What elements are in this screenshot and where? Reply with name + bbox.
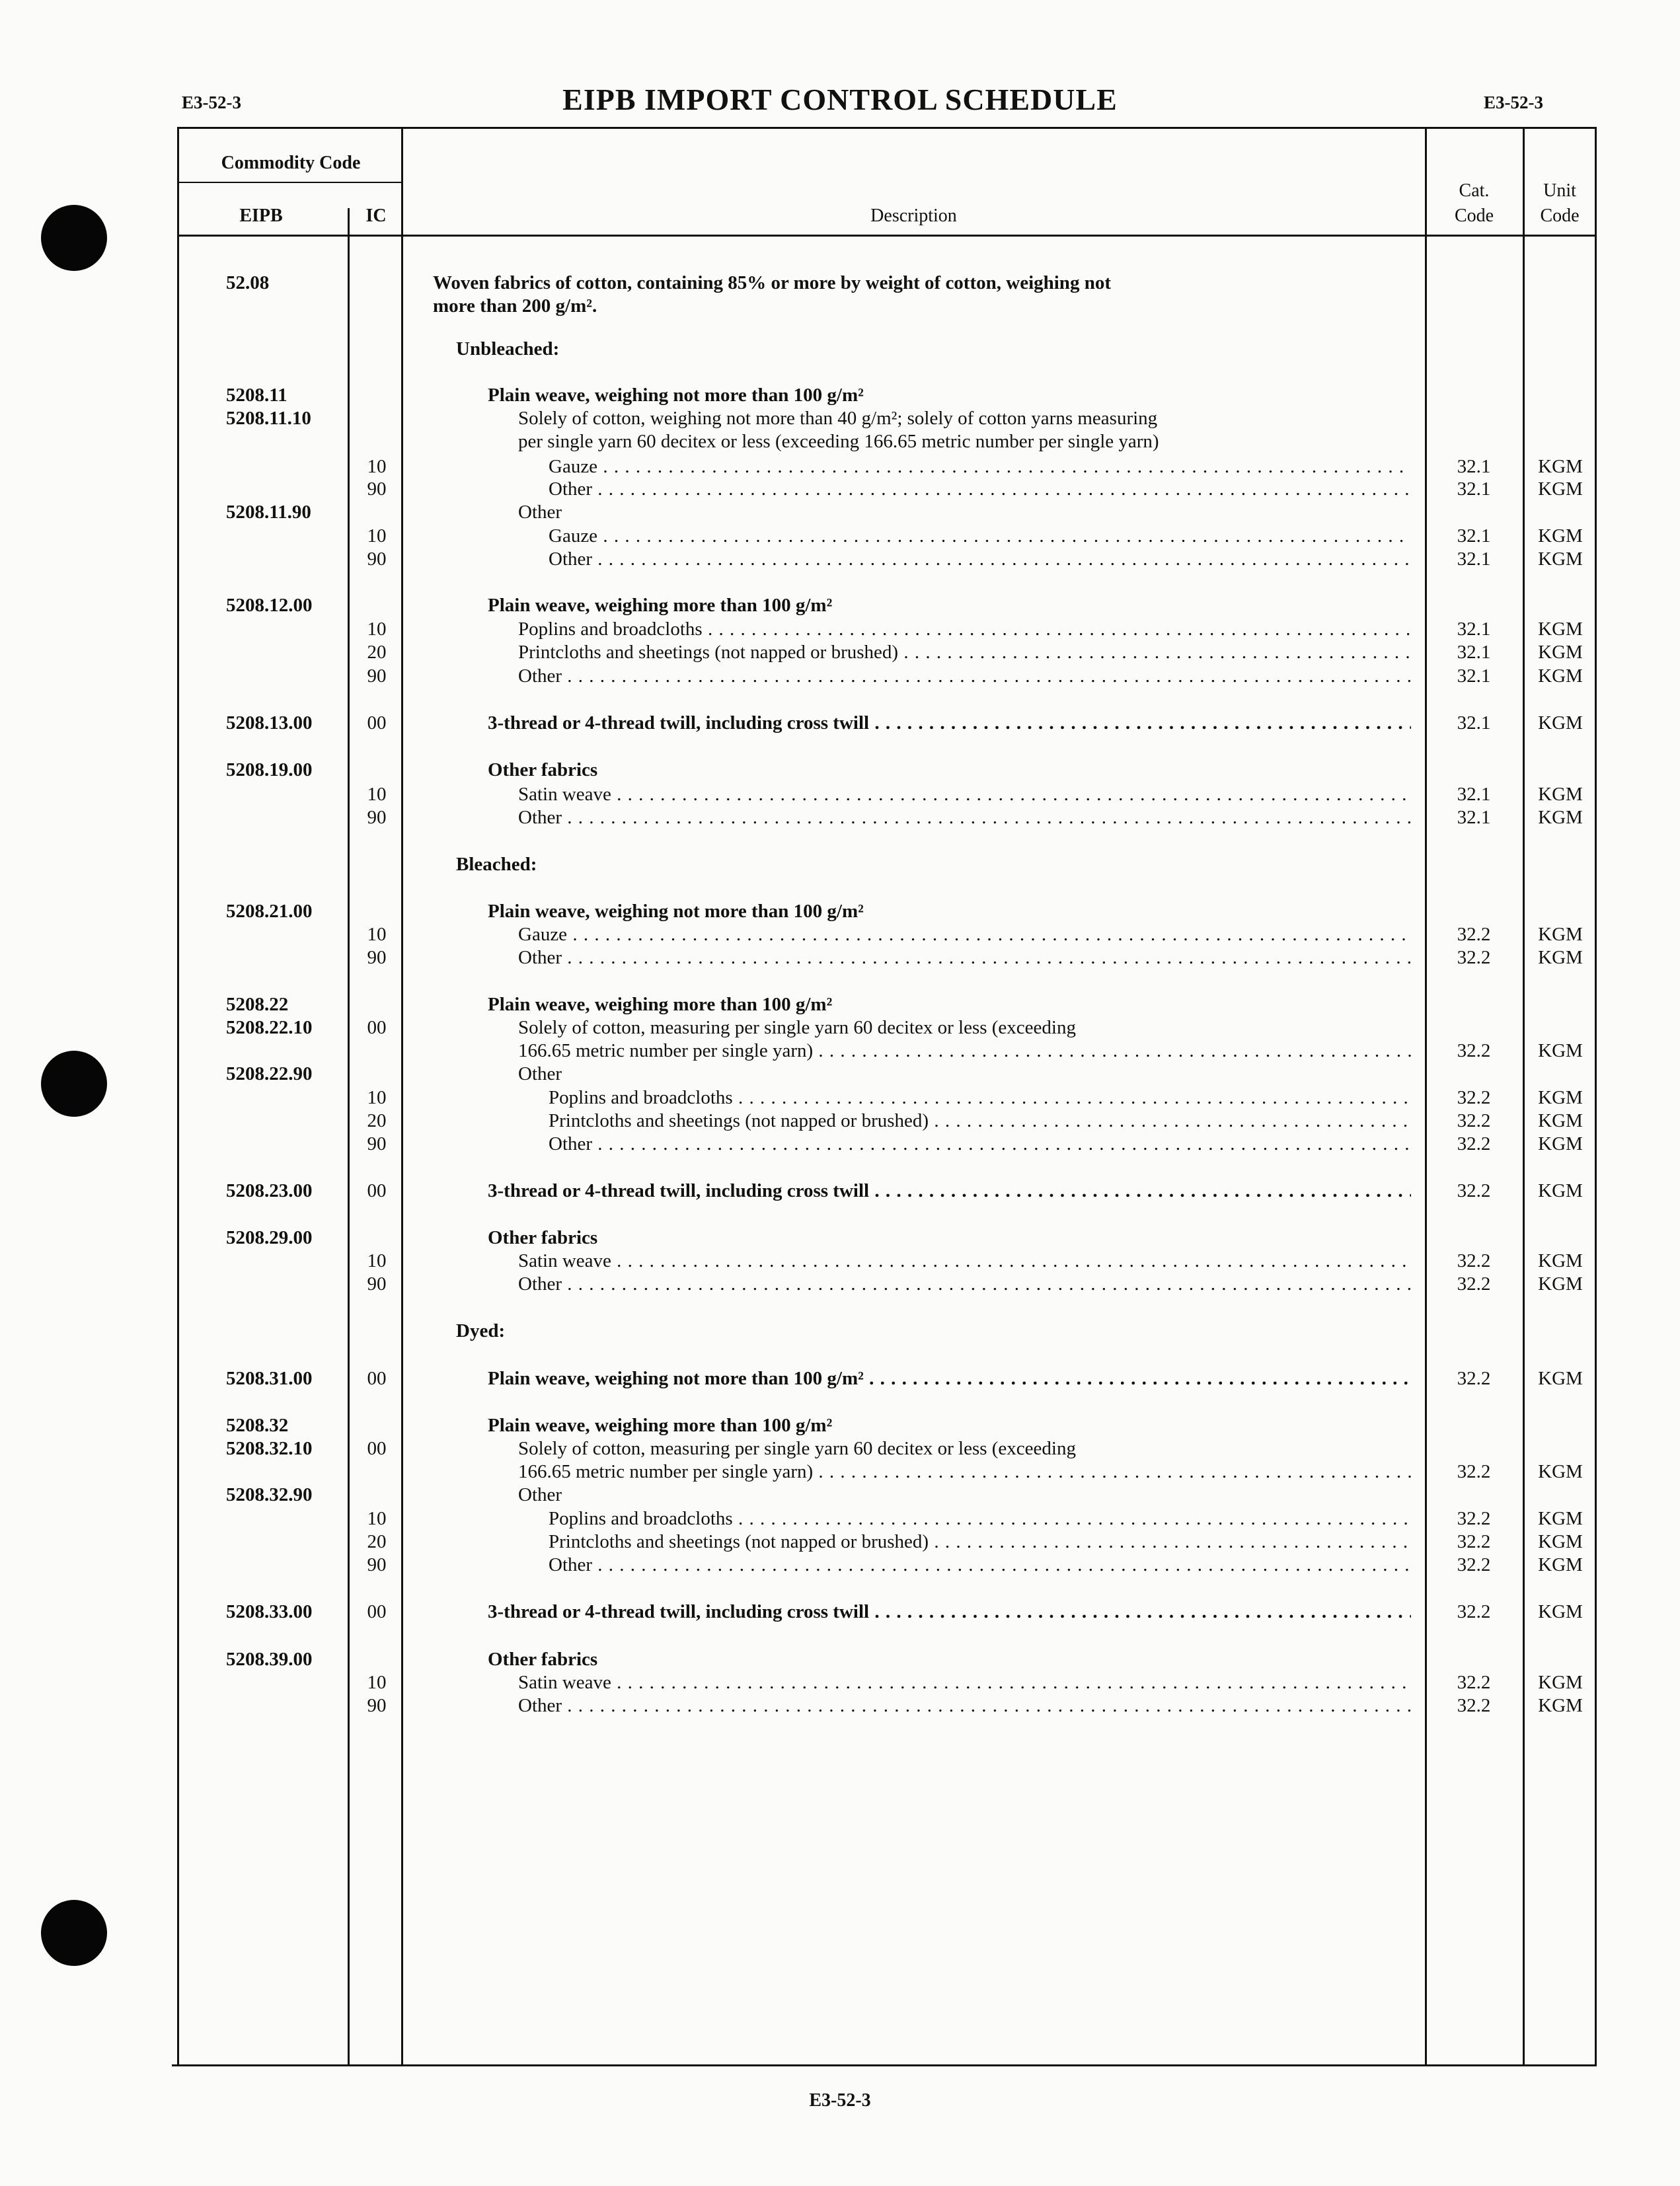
cat-code: 32.2 [1457, 1672, 1491, 1693]
cat-code: 32.1 [1457, 456, 1491, 477]
table-row [0, 337, 1680, 361]
table-row [0, 758, 1680, 782]
cat-code: 32.1 [1457, 478, 1491, 500]
table-row [0, 1647, 1680, 1671]
table-row [0, 1062, 1680, 1086]
table-row [0, 1460, 1680, 1484]
description-text: Other fabrics [488, 759, 598, 780]
table-row [0, 383, 1680, 407]
eipb-code: 5208.11.90 [226, 502, 311, 523]
table-row [0, 617, 1680, 641]
header-left-code: E3-52-3 [182, 93, 241, 112]
cat-code: 32.2 [1457, 1180, 1491, 1201]
cat-code: 32.2 [1457, 1601, 1491, 1622]
table-row [0, 455, 1680, 478]
description-text: Solely of cotton, measuring per single yarn 60 decitex or less (exceeding [518, 1438, 1076, 1459]
table-row [0, 1132, 1680, 1156]
description-text: 166.65 metric number per single yarn) . . . [518, 1460, 1411, 1484]
ic-code: 10 [367, 1672, 387, 1693]
description-text: Satin weave . . . [518, 1671, 1411, 1694]
column-header-eipb: EIPB [239, 206, 283, 226]
table-row [0, 1553, 1680, 1577]
eipb-code: 5208.11 [226, 385, 287, 406]
unit-code: KGM [1538, 456, 1583, 477]
ic-code: 20 [367, 1531, 387, 1552]
description-text: Poplins and broadcloths . . . [518, 617, 1411, 641]
description-text: 3-thread or 4-thread twill, including cross twill . . . [488, 711, 1411, 735]
description-text: Satin weave . . . [518, 1249, 1411, 1273]
cat-code: 32.2 [1457, 1110, 1491, 1131]
eipb-code: 5208.22.10 [226, 1017, 313, 1038]
ic-code: 00 [367, 712, 387, 734]
description-text: Solely of cotton, measuring per single yarn 60 decitex or less (exceeding [518, 1017, 1076, 1038]
description-text: Other . . . [549, 547, 1411, 571]
cat-code: 32.2 [1457, 947, 1491, 968]
description-text: Bleached: [456, 854, 537, 875]
cat-code: 32.2 [1457, 1508, 1491, 1529]
table-row [0, 782, 1680, 806]
table-row [0, 1272, 1680, 1296]
table-row [0, 1483, 1680, 1507]
table-row [0, 852, 1680, 876]
unit-code: KGM [1538, 1601, 1583, 1622]
table-row [0, 1671, 1680, 1694]
eipb-code: 5208.32 [226, 1415, 289, 1436]
description-text: Other [518, 1063, 562, 1084]
ic-code: 90 [367, 807, 387, 828]
description-text: Plain weave, weighing more than 100 g/m² [488, 1415, 833, 1436]
cat-code: 32.1 [1457, 712, 1491, 734]
column-header-ic: IC [365, 206, 387, 226]
table-row [0, 430, 1680, 453]
unit-code: KGM [1538, 1250, 1583, 1271]
ic-code: 10 [367, 924, 387, 945]
description-text: per single yarn 60 decitex or less (exceeding 166.65 metric number per single yarn) [518, 431, 1159, 452]
unit-code: KGM [1538, 712, 1583, 734]
cat-code: 32.1 [1457, 784, 1491, 805]
table-row [0, 946, 1680, 969]
unit-code: KGM [1538, 784, 1583, 805]
table-row [0, 1600, 1680, 1624]
table-row [0, 899, 1680, 923]
eipb-code: 5208.11.10 [226, 408, 311, 429]
table-row [0, 1039, 1680, 1063]
cat-code: 32.2 [1457, 1040, 1491, 1061]
table-row [0, 477, 1680, 501]
table-row [0, 993, 1680, 1016]
ic-code: 00 [367, 1438, 387, 1459]
ic-code: 20 [367, 642, 387, 663]
unit-code: KGM [1538, 1040, 1583, 1061]
cat-code: 32.1 [1457, 548, 1491, 570]
description-text: Dyed: [456, 1320, 506, 1341]
ic-code: 00 [367, 1017, 387, 1038]
ic-code: 90 [367, 1133, 387, 1154]
table-row [0, 711, 1680, 735]
table-row [0, 593, 1680, 617]
cat-code: 32.1 [1457, 642, 1491, 663]
table-row [0, 806, 1680, 829]
description-text: Printcloths and sheetings (not napped or brushed) . . . [549, 1109, 1411, 1133]
eipb-code: 5208.32.10 [226, 1438, 313, 1459]
ic-code: 00 [367, 1180, 387, 1201]
unit-code: KGM [1538, 1133, 1583, 1154]
unit-code: KGM [1538, 1508, 1583, 1529]
column-header-description: Description [870, 206, 957, 226]
unit-code: KGM [1538, 642, 1583, 663]
eipb-code: 5208.39.00 [226, 1649, 313, 1670]
column-header-unit-code: Unit Code [1540, 180, 1580, 226]
description-text: Printcloths and sheetings (not napped or brushed) . . . [518, 640, 1411, 664]
ic-code: 10 [367, 1087, 387, 1108]
table-row [0, 294, 1680, 318]
cat-code: 32.1 [1457, 525, 1491, 546]
table-row [0, 1249, 1680, 1273]
table-row [0, 1109, 1680, 1133]
description-text: Other [518, 1484, 562, 1505]
cat-code: 32.2 [1457, 1087, 1491, 1108]
ic-code: 90 [367, 1273, 387, 1295]
ic-code: 90 [367, 1554, 387, 1575]
unit-code: KGM [1538, 525, 1583, 546]
description-text: Other [518, 502, 562, 523]
eipb-code: 5208.21.00 [226, 901, 313, 922]
description-text: Other . . . [518, 1694, 1411, 1717]
description-text: 3-thread or 4-thread twill, including cross twill . . . [488, 1179, 1411, 1203]
table-row [0, 923, 1680, 946]
table-row [0, 1016, 1680, 1039]
table-row [0, 1086, 1680, 1110]
table-row [0, 406, 1680, 430]
description-text: Plain weave, weighing not more than 100 g/m² [488, 901, 864, 922]
unit-code: KGM [1538, 665, 1583, 687]
table-row [0, 1179, 1680, 1203]
description-text: Other fabrics [488, 1649, 598, 1670]
ic-code: 20 [367, 1110, 387, 1131]
cat-code: 32.2 [1457, 1133, 1491, 1154]
ic-code: 10 [367, 1250, 387, 1271]
eipb-code: 5208.12.00 [226, 595, 313, 616]
unit-code: KGM [1538, 1368, 1583, 1389]
unit-code: KGM [1538, 1273, 1583, 1295]
table-row [0, 1530, 1680, 1554]
unit-code: KGM [1538, 1531, 1583, 1552]
ic-code: 10 [367, 456, 387, 477]
ic-code: 90 [367, 478, 387, 500]
ic-code: 90 [367, 1695, 387, 1716]
table-row [0, 1413, 1680, 1437]
eipb-code: 5208.33.00 [226, 1601, 313, 1622]
column-header-commodity-code: Commodity Code [221, 153, 361, 173]
description-text: Plain weave, weighing more than 100 g/m² [488, 994, 833, 1015]
cat-code: 32.2 [1457, 1461, 1491, 1482]
unit-code: KGM [1538, 1087, 1583, 1108]
description-text: Poplins and broadcloths . . . [549, 1507, 1411, 1530]
cat-code: 32.2 [1457, 1368, 1491, 1389]
description-text: Unbleached: [456, 338, 560, 359]
description-text: Plain weave, weighing more than 100 g/m² [488, 595, 833, 616]
header-right-code: E3-52-3 [1484, 93, 1543, 112]
description-text: Other . . . [518, 946, 1411, 969]
unit-code: KGM [1538, 1672, 1583, 1693]
unit-code: KGM [1538, 1180, 1583, 1201]
description-text: Other . . . [549, 1132, 1411, 1156]
description-text: 166.65 metric number per single yarn) . . . [518, 1039, 1411, 1063]
description-text: Plain weave, weighing not more than 100 g/m² [488, 385, 864, 406]
description-text: Woven fabrics of cotton, containing 85% or more by weight of cotton, weighing not [433, 272, 1111, 293]
description-text: 3-thread or 4-thread twill, including cross twill . . . [488, 1600, 1411, 1624]
table-row [0, 500, 1680, 524]
eipb-code: 5208.13.00 [226, 712, 313, 734]
ic-code: 10 [367, 619, 387, 640]
eipb-code: 5208.22.90 [226, 1063, 313, 1084]
eipb-code: 5208.31.00 [226, 1368, 313, 1389]
unit-code: KGM [1538, 1695, 1583, 1716]
column-header-cat-code: Cat. Code [1454, 180, 1494, 226]
unit-code: KGM [1538, 1110, 1583, 1131]
description-text: Gauze . . . [549, 524, 1411, 548]
ic-code: 10 [367, 784, 387, 805]
cat-code: 32.2 [1457, 1531, 1491, 1552]
table-row [0, 1367, 1680, 1390]
table-row [0, 1226, 1680, 1250]
description-text: Other fabrics [488, 1227, 598, 1248]
unit-code: KGM [1538, 619, 1583, 640]
description-text: Other . . . [518, 664, 1411, 688]
unit-code: KGM [1538, 548, 1583, 570]
description-text: more than 200 g/m². [433, 295, 597, 317]
unit-code: KGM [1538, 1461, 1583, 1482]
ic-code: 90 [367, 548, 387, 570]
cat-code: 32.1 [1457, 807, 1491, 828]
description-text: Other . . . [549, 1553, 1411, 1577]
table-row [0, 640, 1680, 664]
page-title: EIPB IMPORT CONTROL SCHEDULE [562, 83, 1118, 116]
description-text: Other . . . [549, 477, 1411, 501]
table-row [0, 1507, 1680, 1530]
table-row [0, 1437, 1680, 1460]
ic-code: 90 [367, 665, 387, 687]
table-row [0, 524, 1680, 548]
ic-code: 90 [367, 947, 387, 968]
description-text: Gauze . . . [518, 923, 1411, 946]
unit-code: KGM [1538, 807, 1583, 828]
description-text: Plain weave, weighing not more than 100 g/m² . . . [488, 1367, 1411, 1390]
cat-code: 32.1 [1457, 665, 1491, 687]
cat-code: 32.2 [1457, 1250, 1491, 1271]
description-text: Other . . . [518, 1272, 1411, 1296]
unit-code: KGM [1538, 1554, 1583, 1575]
ic-code: 10 [367, 1508, 387, 1529]
table-row [0, 1694, 1680, 1717]
table-row [0, 664, 1680, 688]
eipb-code: 5208.22 [226, 994, 289, 1015]
table-row [0, 1319, 1680, 1343]
unit-code: KGM [1538, 478, 1583, 500]
description-text: Poplins and broadcloths . . . [549, 1086, 1411, 1110]
eipb-code: 5208.19.00 [226, 759, 313, 780]
ic-code: 00 [367, 1368, 387, 1389]
eipb-code: 5208.23.00 [226, 1180, 313, 1201]
description-text: Printcloths and sheetings (not napped or brushed) . . . [549, 1530, 1411, 1554]
table-row [0, 271, 1680, 295]
ic-code: 00 [367, 1601, 387, 1622]
cat-code: 32.1 [1457, 619, 1491, 640]
description-text: Other . . . [518, 806, 1411, 829]
ic-code: 10 [367, 525, 387, 546]
eipb-code: 5208.32.90 [226, 1484, 313, 1505]
unit-code: KGM [1538, 947, 1583, 968]
description-text: Solely of cotton, weighing not more than 40 g/m²; solely of cotton yarns measuring [518, 408, 1158, 429]
description-text: Satin weave . . . [518, 782, 1411, 806]
eipb-code: 52.08 [226, 272, 270, 293]
eipb-code: 5208.29.00 [226, 1227, 313, 1248]
unit-code: KGM [1538, 924, 1583, 945]
page-footer-code: E3-52-3 [809, 2090, 871, 2111]
cat-code: 32.2 [1457, 1554, 1491, 1575]
cat-code: 32.2 [1457, 924, 1491, 945]
table-row [0, 547, 1680, 571]
cat-code: 32.2 [1457, 1273, 1491, 1295]
cat-code: 32.2 [1457, 1695, 1491, 1716]
description-text: Gauze . . . [549, 455, 1411, 478]
